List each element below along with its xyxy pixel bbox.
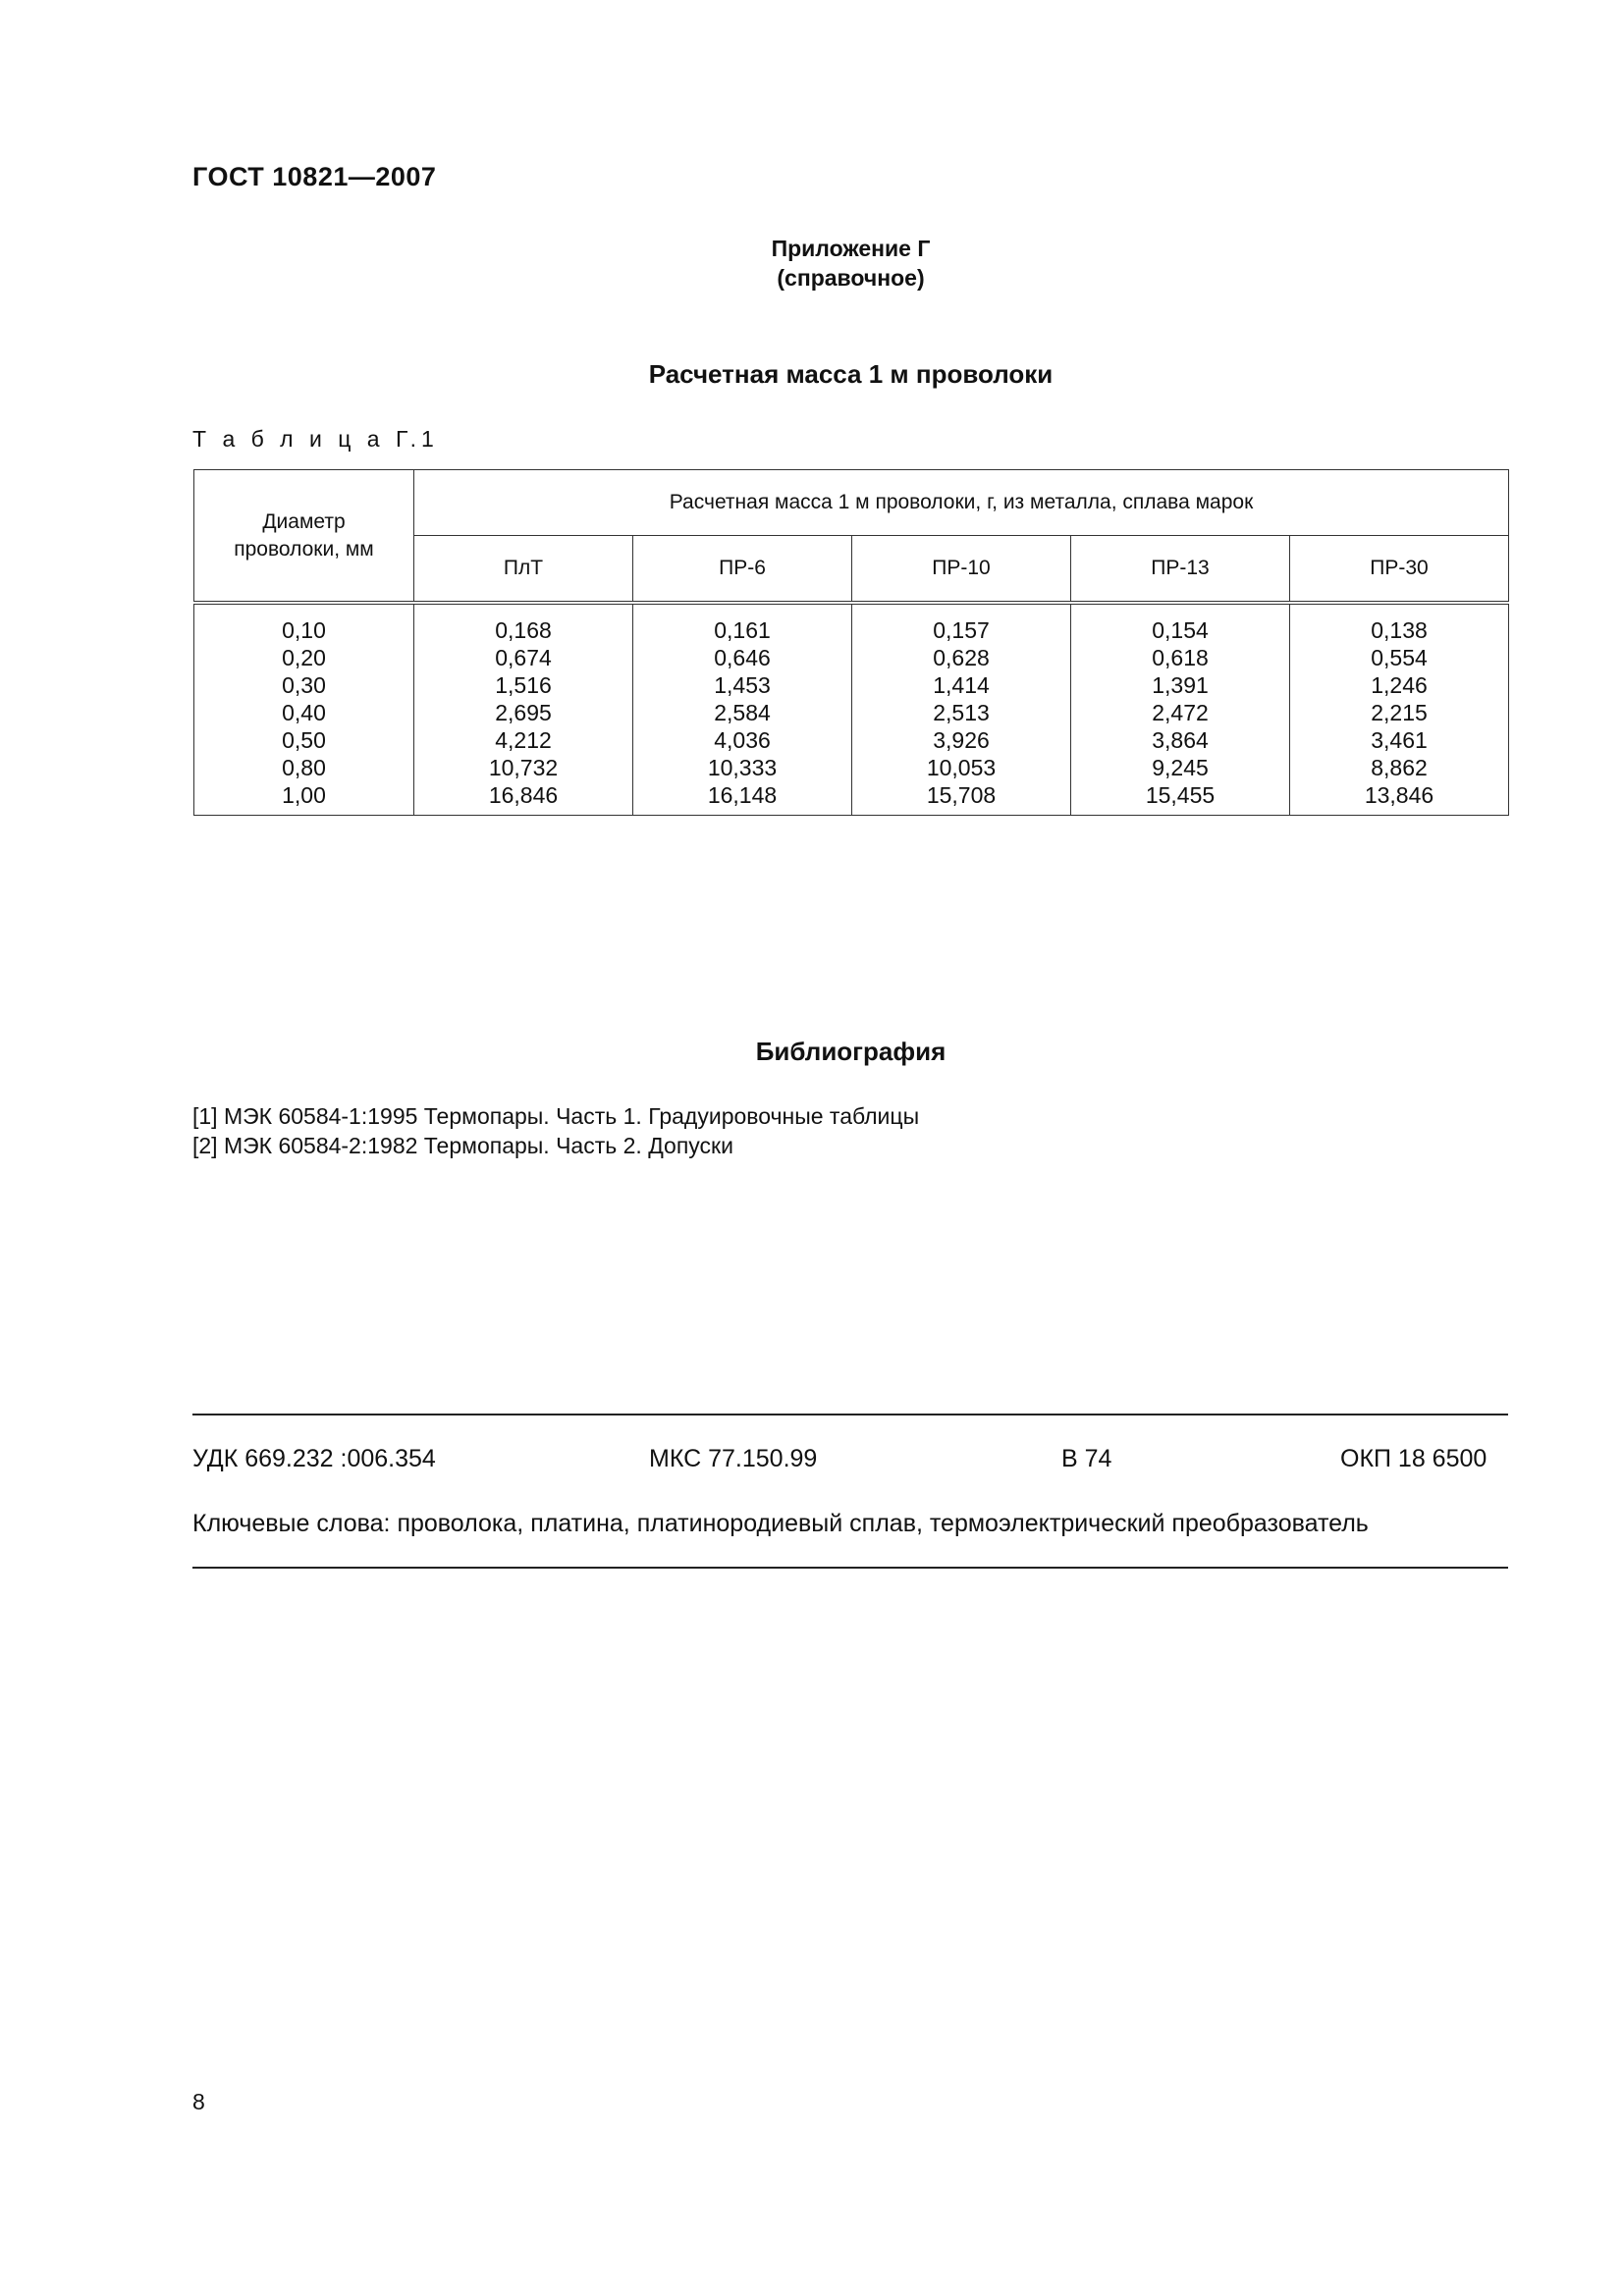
cell: 13,846 [1364,782,1434,808]
okp-code: ОКП 18 6500 [1340,1445,1488,1472]
column-header-pr30: ПР-30 [1290,536,1509,604]
column-header-plt: ПлТ [414,536,633,604]
cell: 0,40 [282,700,326,725]
cell: 3,864 [1152,727,1209,753]
cell: 0,618 [1152,645,1209,670]
bibliography-item: [1] МЭК 60584-1:1995 Термопары. Часть 1. Градуировочные таблицы [192,1103,920,1129]
cell: 2,695 [495,700,552,725]
cell: 0,628 [933,645,990,670]
pr13-column [1071,603,1290,816]
appendix-title: Приложение Г [771,236,931,261]
cell: 0,138 [1371,617,1428,643]
cell: 16,148 [707,782,778,808]
column-header-pr10: ПР-10 [852,536,1071,604]
cell: 2,513 [933,700,990,725]
classification-code: В 74 [1061,1445,1112,1472]
diameter-header-text: Диаметр проволоки, мм [234,509,374,561]
bibliography-title: Библиография [755,1037,947,1066]
cell: 0,554 [1371,645,1428,670]
cell: 0,10 [282,617,326,643]
cell: 1,246 [1371,672,1428,698]
cell: 1,453 [714,672,771,698]
cell: 0,157 [933,617,990,643]
cell: 1,516 [495,672,552,698]
cell: 4,036 [714,727,771,753]
cell: 0,168 [495,617,552,643]
keywords: Ключевые слова: проволока, платина, платинородиевый сплав, термоэлектрический преобразователь [192,1510,1369,1537]
cell: 0,30 [282,672,326,698]
cell: 15,455 [1145,782,1216,808]
cell: 8,862 [1371,755,1428,780]
plt-column [414,603,633,816]
bibliography-item: [2] МЭК 60584-2:1982 Термопары. Часть 2. Допуски [192,1133,733,1158]
column-header-pr13: ПР-13 [1071,536,1290,604]
page-number: 8 [192,2089,205,2114]
mass-group-header: Расчетная масса 1 м проволоки, г, из металла, сплава марок [414,470,1509,536]
wire-mass-table [193,469,1509,816]
cell: 1,414 [933,672,990,698]
cell: 2,584 [714,700,771,725]
cell: 0,50 [282,727,326,753]
cell: 2,472 [1152,700,1209,725]
pr30-column [1290,603,1509,816]
pr6-column [633,603,852,816]
cell: 1,391 [1152,672,1209,698]
cell: 0,674 [495,645,552,670]
cell: 0,161 [714,617,771,643]
mks-code: МКС 77.150.99 [649,1445,818,1472]
cell: 0,80 [282,755,326,780]
column-header-pr6: ПР-6 [633,536,852,604]
section-title: Расчетная масса 1 м проволоки [648,359,1054,389]
footer-divider-bottom [192,1567,1508,1569]
appendix-subtitle: (справочное) [777,265,925,291]
cell: 3,926 [933,727,990,753]
pr10-column [852,603,1071,816]
table-row [194,603,1509,816]
cell: 16,846 [488,782,559,808]
cell: 0,20 [282,645,326,670]
cell: 15,708 [926,782,997,808]
footer-divider-top [192,1414,1508,1415]
cell: 10,053 [926,755,997,780]
cell: 0,646 [714,645,771,670]
cell: 4,212 [495,727,552,753]
cell: 3,461 [1371,727,1428,753]
cell: 0,154 [1152,617,1209,643]
diameter-header [194,470,414,604]
table-label: Т а б л и ц а Г.1 [192,426,439,452]
cell: 9,245 [1152,755,1209,780]
udk-code: УДК 669.232 :006.354 [192,1445,436,1472]
cell: 2,215 [1371,700,1428,725]
cell: 10,333 [707,755,778,780]
cell: 10,732 [488,755,559,780]
diameter-column [194,603,414,816]
document-header-title: ГОСТ 10821—2007 [192,162,437,191]
cell: 1,00 [282,782,326,808]
